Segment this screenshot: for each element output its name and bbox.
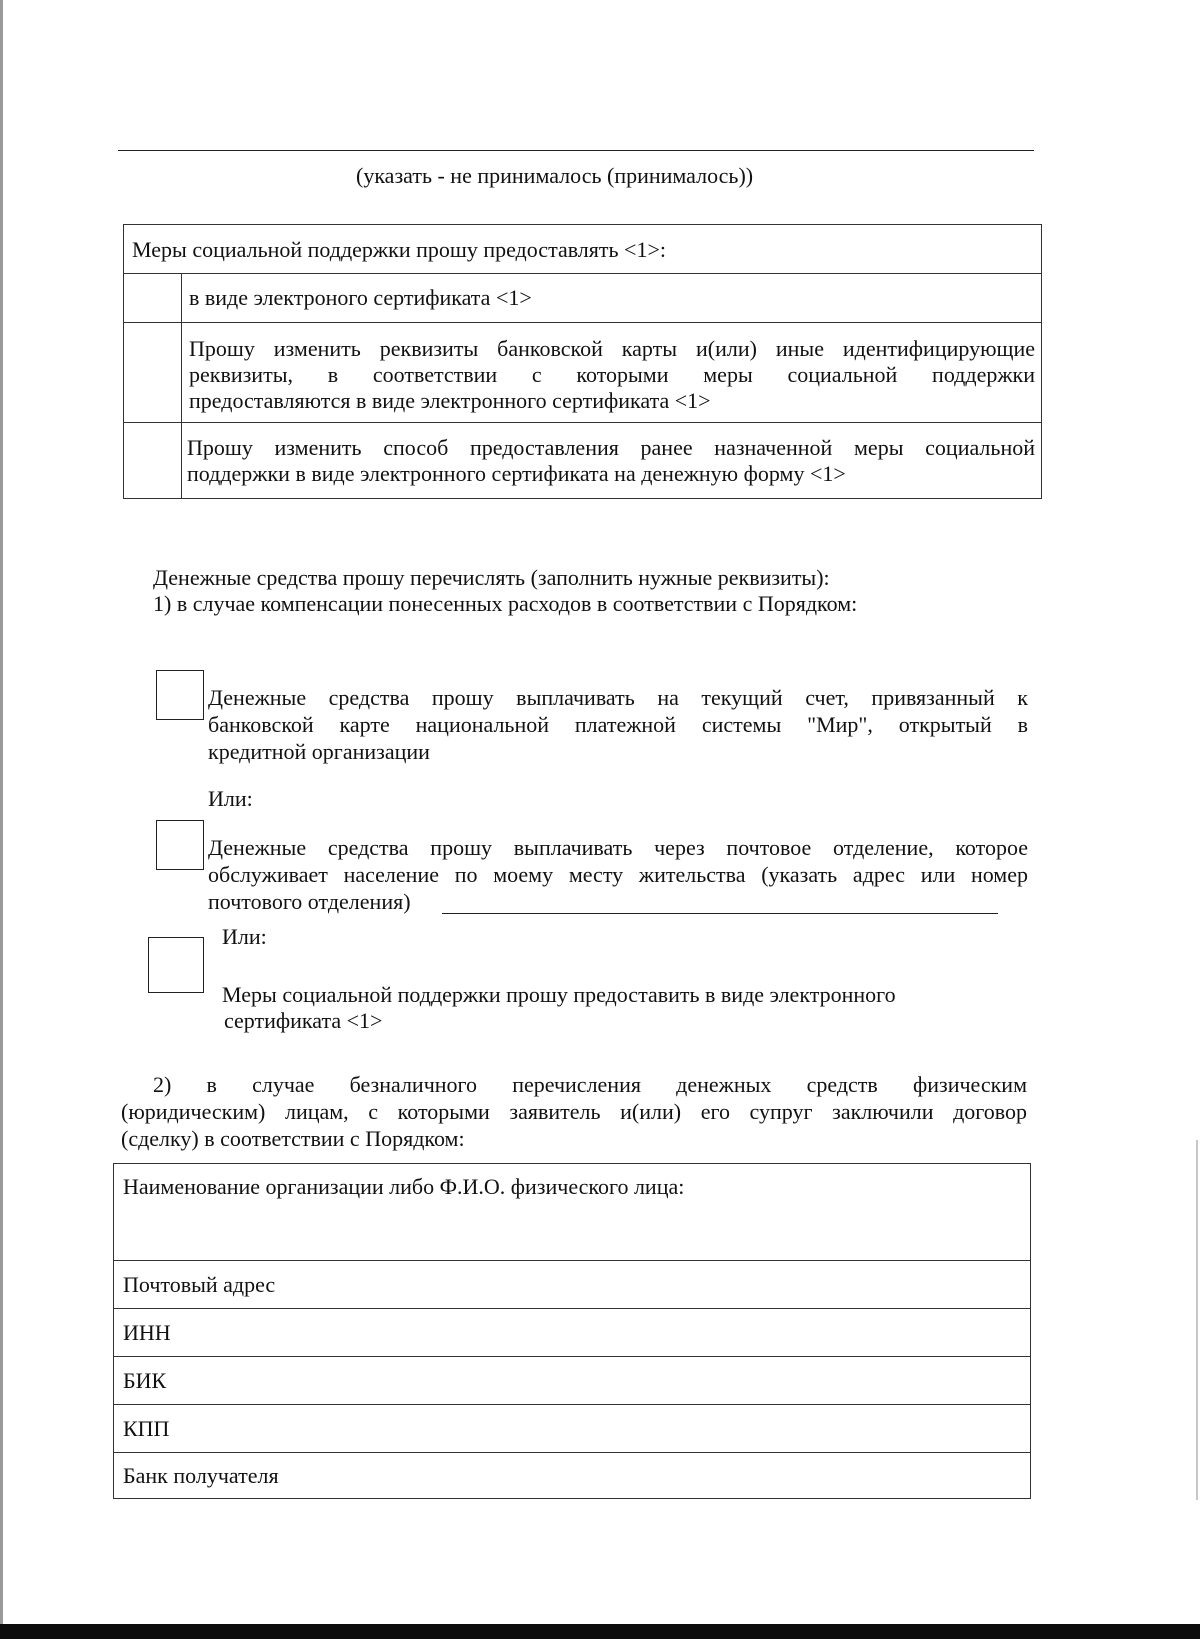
- option-post-line: Денежные средства прошу выплачивать через почтовое отделение, которое: [208, 835, 1028, 860]
- requisites-row-kpp[interactable]: [114, 1404, 1030, 1452]
- scan-bottom-edge: [0, 1624, 1200, 1639]
- option-certificate-line: Меры социальной поддержки прошу предоставить в виде электронного: [222, 982, 896, 1007]
- transfer-intro: Денежные средства прошу перечислять (заполнить нужные реквизиты):: [153, 565, 830, 590]
- option-card-checkbox[interactable]: [156, 670, 204, 720]
- transfer-case-1: 1) в случае компенсации понесенных расходов в соответствии с Порядком:: [153, 591, 858, 616]
- measures-table: [123, 224, 1042, 499]
- option-certificate-line: сертификата <1>: [224, 1008, 383, 1033]
- scan-left-edge: [0, 0, 3, 1639]
- option-card-line: банковской карте национальной платежной системы "Мир", открытый в: [208, 712, 1028, 737]
- header-note: (указать - не принималось (принималось)): [356, 163, 754, 188]
- measures-table-title-row: [124, 225, 1041, 273]
- option-certificate-checkbox[interactable]: [148, 937, 204, 993]
- transfer-case-2-line: (сделку) в соответствии с Порядком:: [121, 1126, 465, 1151]
- post-office-fill-line[interactable]: [442, 913, 998, 914]
- requisites-label-name: Наименование организации либо Ф.И.О. физического лица:: [123, 1174, 685, 1199]
- measures-row-change-method-line: Прошу изменить способ предоставления ранее назначенной меры социальной: [187, 435, 1035, 460]
- measures-row-change-requisites-line: реквизиты, в соответствии с которыми меры социальной поддержки: [189, 362, 1035, 387]
- transfer-case-2-line: 2) в случае безналичного перечисления денежных средств физическим: [153, 1072, 1027, 1097]
- requisites-row-inn[interactable]: [114, 1308, 1030, 1356]
- or-label-2: Или:: [222, 924, 267, 949]
- requisites-row-address[interactable]: [114, 1260, 1030, 1308]
- measures-row-certificate: [124, 273, 1041, 322]
- requisites-table: [113, 1163, 1031, 1499]
- requisites-row-bik[interactable]: [114, 1356, 1030, 1404]
- requisites-label-bank: Банк получателя: [123, 1463, 279, 1488]
- measures-row-change-method-line: поддержки в виде электронного сертификата на денежную форму <1>: [187, 461, 846, 486]
- measures-row-change-requisites-line: предоставляются в виде электронного сертификата <1>: [189, 388, 711, 413]
- measures-row-checkbox-cell[interactable]: [124, 274, 182, 322]
- measures-row-change-requisites: [124, 322, 1041, 422]
- option-post-line: обслуживает население по моему месту жительства (указать адрес или номер: [208, 862, 1028, 887]
- requisites-row-name[interactable]: [114, 1164, 1030, 1260]
- top-fill-line: [118, 150, 1034, 151]
- option-post-checkbox[interactable]: [156, 820, 204, 870]
- option-post-line: почтового отделения): [208, 889, 411, 914]
- requisites-label-inn: ИНН: [123, 1320, 171, 1345]
- option-card-line: кредитной организации: [208, 739, 430, 764]
- requisites-label-kpp: КПП: [123, 1416, 170, 1441]
- measures-row-checkbox-cell[interactable]: [124, 423, 182, 498]
- measures-row-change-method: [124, 422, 1041, 498]
- measures-table-title: Меры социальной поддержки прошу предоставлять <1>:: [132, 237, 666, 262]
- measures-row-change-requisites-line: Прошу изменить реквизиты банковской карты и(или) иные идентифицирующие: [189, 336, 1035, 361]
- option-card-line: Денежные средства прошу выплачивать на текущий счет, привязанный к: [208, 685, 1028, 710]
- requisites-label-address: Почтовый адрес: [123, 1272, 276, 1297]
- measures-row-certificate-text: в виде электроного сертификата <1>: [189, 285, 532, 310]
- transfer-case-2-line: (юридическим) лицам, с которыми заявитель и(или) его супруг заключили договор: [121, 1099, 1027, 1124]
- requisites-label-bik: БИК: [123, 1368, 167, 1393]
- scan-right-edge: [1196, 1140, 1198, 1500]
- measures-row-checkbox-cell[interactable]: [124, 323, 182, 422]
- requisites-row-bank[interactable]: [114, 1452, 1030, 1498]
- or-label-1: Или:: [208, 786, 253, 811]
